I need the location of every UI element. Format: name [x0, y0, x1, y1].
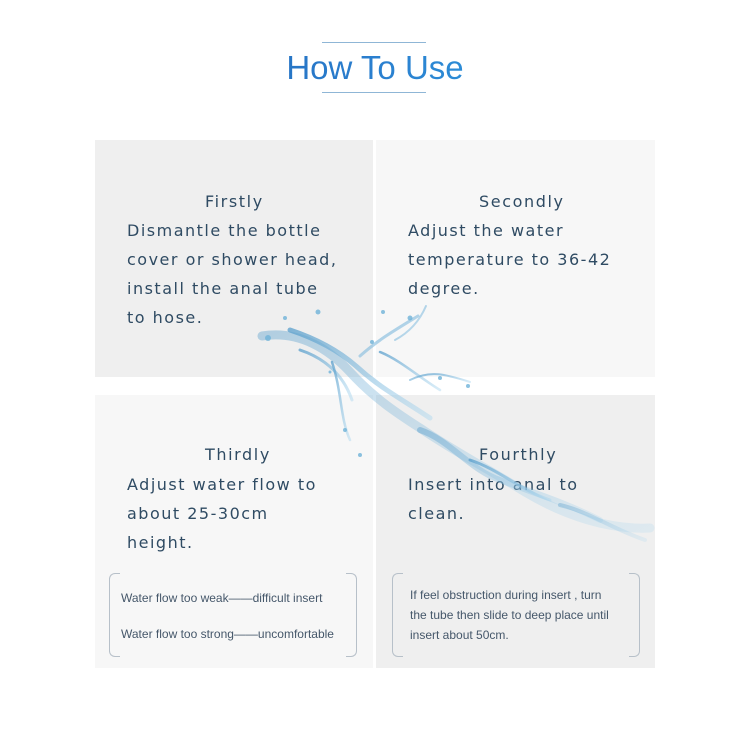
step-panel-secondly — [376, 140, 655, 377]
bracket-corner — [109, 646, 120, 657]
bracket-side — [356, 583, 357, 647]
step-line: about 25-30cm — [127, 504, 269, 523]
bracket-side — [639, 583, 640, 647]
title-area — [0, 38, 750, 98]
step-line: Dismantle the bottle — [127, 221, 322, 240]
bracket-corner — [392, 646, 403, 657]
step-description — [408, 216, 611, 303]
step-line: to hose. — [127, 308, 204, 327]
step-line: Adjust water flow to — [127, 475, 317, 494]
step-line: Insert into anal to — [408, 475, 579, 494]
note-box — [109, 573, 357, 657]
note-text — [410, 585, 609, 645]
note-line: insert about 50cm. — [410, 628, 509, 642]
note-line: the tube then slide to deep place until — [410, 608, 609, 622]
bracket-corner — [629, 646, 640, 657]
step-line: Adjust the water — [408, 221, 565, 240]
step-line: cover or shower head, — [127, 250, 338, 269]
step-line: install the anal tube — [127, 279, 319, 298]
step-heading: Fourthly — [479, 445, 558, 464]
bracket-corner — [109, 573, 120, 584]
step-line: height. — [127, 533, 194, 552]
note-box — [392, 573, 640, 657]
step-panel-thirdly — [95, 395, 373, 668]
step-heading: Thirdly — [205, 445, 271, 464]
step-line: clean. — [408, 504, 466, 523]
title-bottom-rule — [322, 92, 426, 93]
step-panel-firstly — [95, 140, 373, 377]
step-heading: Firstly — [205, 192, 264, 211]
step-description — [127, 470, 317, 557]
bracket-side — [109, 583, 110, 647]
step-description — [408, 470, 579, 528]
bracket-side — [392, 583, 393, 647]
step-heading: Secondly — [479, 192, 565, 211]
bracket-corner — [392, 573, 403, 584]
note-line: Water flow too weak——difficult insert — [121, 591, 323, 605]
note-line: If feel obstruction during insert , turn — [410, 588, 602, 602]
title-top-rule — [322, 42, 426, 43]
step-line: degree. — [408, 279, 480, 298]
step-description — [127, 216, 337, 332]
step-line: temperature to 36-42 — [408, 250, 612, 269]
page-title: How To Use — [0, 48, 750, 88]
note-line: Water flow too strong——uncomfortable — [121, 627, 334, 641]
bracket-corner — [346, 646, 357, 657]
step-panel-fourthly — [376, 395, 655, 668]
